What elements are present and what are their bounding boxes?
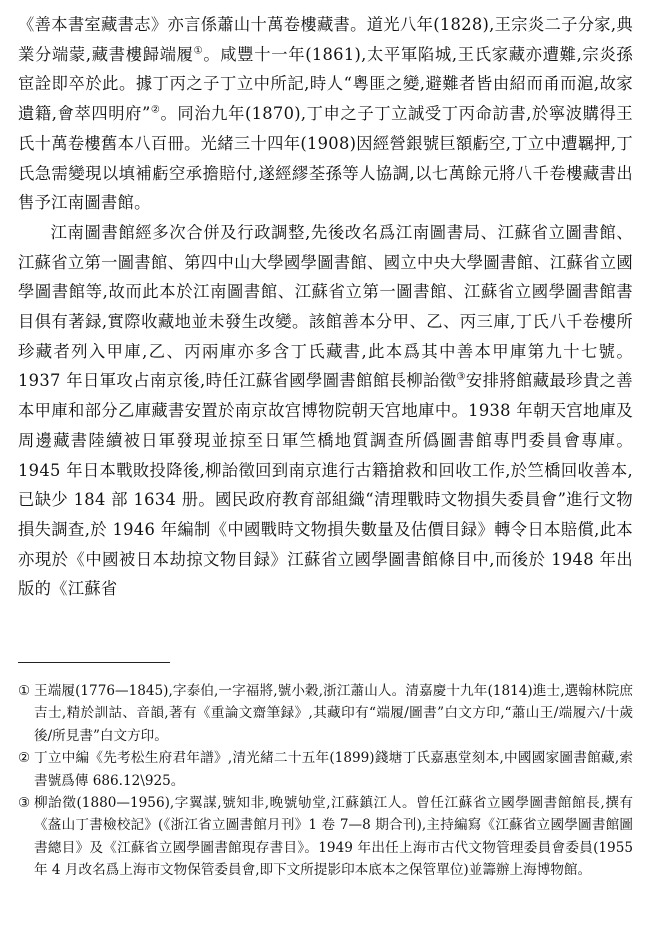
footnote-text: 王端履(1776—1845),字泰伯,一字福將,號小穀,浙江蕭山人。清嘉慶十九年(1814)進士,選翰林院庶吉士,精於訓詁、音韻,著有《重論文齋筆録》,其藏印有“端履/圖書”白文方印,“蕭山王/端履六/十歲後/所見書”白文方印。 <box>34 683 633 744</box>
footnote-text: 柳詒徵(1880—1956),字翼謀,號知非,晚號劬堂,江蘇鎮江人。曾任江蘇省立國學圖書館館長,撰有《盋山丁書檢校記》(《浙江省立圖書館月刊》1 卷 7—8 期合刊),主持編寫《江蘇省立國學圖書館圖書總目》及《江蘇省立國學圖書館現存書目》。1949 年出任上海市古代文物管理委員會委員(1955 年 4 月改名爲上海市文物保管委員會,即下文所提影印本底本之保管單位)並籌辦上海博物館。 <box>34 795 633 879</box>
paragraph-2-part-2: 安排將館藏最珍貴之善本甲庫和部分乙庫藏書安置於南京故宫博物院朝天宫地庫中。1938 年朝天宫地庫及周邊藏書陸續被日軍發現並掠至日軍竺橋地質調查所僞圖書館專門委員會專庫。1945 年日本戰敗投降後,柳詒徵回到南京進行古籍搶救和回收工作,於竺橋回收善本,已缺少 184 部 1634 册。國民政府教育部組織“清理戰時文物損失委員會”進行文物損失調查,於 1946 年編制《中國戰時文物損失數量及估價目録》轉令日本賠償,此本亦現於《中國被日本劫掠文物目録》江蘇省立國學圖書館條目中,而後於 1948 年出版的《江蘇省 <box>18 371 633 599</box>
footnote-3 <box>18 792 633 882</box>
paragraph-1-part-2: 。咸豐十一年(1861),太平軍陷城,王氏家藏亦遭難,宗炎孫宦詮即卒於此。據丁丙之子丁立中所記,時人“粵匪之變,避難者皆由紹而甬而滬,故家遺籍,會萃四明府” <box>18 44 634 124</box>
footnotes <box>18 680 633 882</box>
main-text <box>18 10 633 604</box>
footnote-divider <box>18 662 170 663</box>
paragraph-1-part-1: 《善本書室藏書志》亦言係蕭山十萬卷樓藏書。道光八年(1828),王宗炎二子分家,典業分端蒙,藏書樓歸端履 <box>18 15 633 64</box>
footnote-number: ① <box>18 683 31 699</box>
paragraph-2-part-1: 江南圖書館經多次合併及行政調整,先後改名爲江南圖書局、江蘇省立圖書館、江蘇省立第一圖書館、第四中山大學國學圖書館、國立中央大學圖書館、江蘇省立國學圖書館等,故而此本於江南圖書館、江蘇省立第一圖書館、江蘇省立國學圖書館書目俱有著録,實際收藏地並未發生改變。該館善本分甲、乙、丙三庫,丁氏八千卷樓所珍藏者列入甲庫,乙、丙兩庫亦多含丁氏藏書,此本爲其中善本甲庫第九十七號。1937 年日軍攻占南京後,時任江蘇省國學圖書館館長柳詒徵 <box>18 222 633 391</box>
footnote-number: ③ <box>18 795 31 812</box>
paragraph-1 <box>18 10 633 218</box>
footnote-ref-2[interactable]: ② <box>150 104 161 116</box>
paragraph-2 <box>18 218 633 604</box>
footnote-1 <box>18 680 633 747</box>
paragraph-1-part-3: 。同治九年(1870),丁申之子丁立誠受丁丙命訪書,於寧波購得王氏十萬卷樓舊本八百冊。光緒三十四年(1908)因經營銀號巨額虧空,丁立中遭羈押,丁氏急需變現以填補虧空承擔賠付,遂經繆荃孫等人協調,以七萬餘元將八千卷樓藏書出售予江南圖書館。 <box>18 104 634 213</box>
footnote-ref-1[interactable]: ① <box>193 45 204 57</box>
footnote-number: ② <box>18 750 31 767</box>
footnote-2 <box>18 747 633 792</box>
footnote-text: 丁立中編《先考松生府君年譜》,清光緒二十五年(1899)錢塘丁氏嘉惠堂刻本,中國國家圖書館藏,索書號爲傳 686.12\925。 <box>34 750 633 789</box>
footnote-ref-3[interactable]: ③ <box>456 372 466 384</box>
